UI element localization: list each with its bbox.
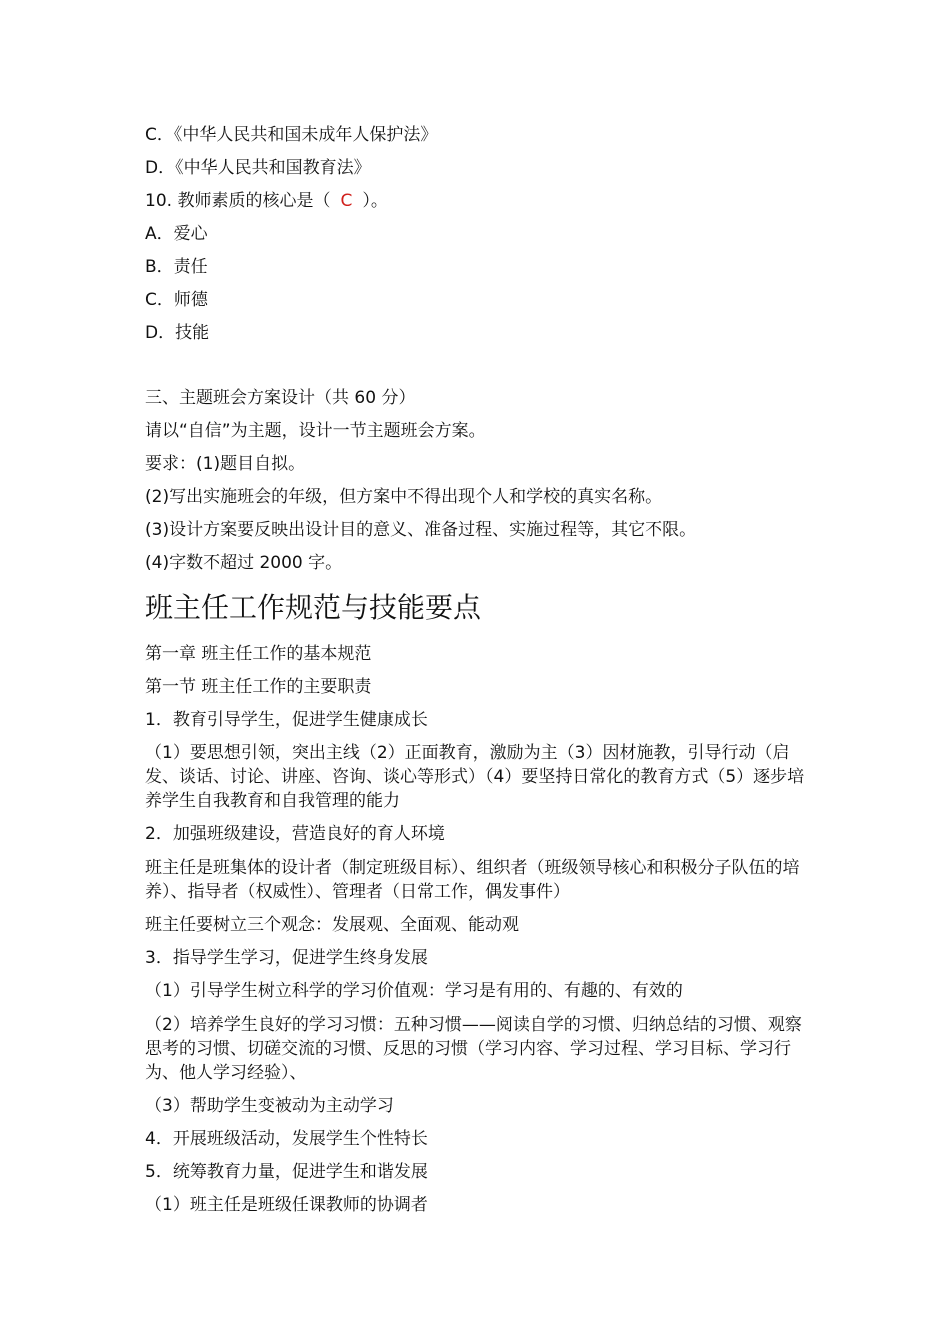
- item-5-heading: 5．统筹教育力量，促进学生和谐发展: [145, 1162, 428, 1182]
- item-2-body: 班主任是班集体的设计者（制定班级目标）、组织者（班级领导核心和积极分子队伍的培养）、指导者（权威性）、管理者（日常工作，偶发事件）: [145, 858, 800, 902]
- section3-prompt: 请以“自信”为主题，设计一节主题班会方案。: [145, 421, 486, 441]
- section3-requirement-3: (3)设计方案要反映出设计目的意义、准备过程、实施过程等，其它不限。: [145, 520, 697, 540]
- item-1-body: （1）要思想引领，突出主线（2）正面教育，激励为主（3）因材施教，引导行动（启发、谈话、讨论、讲座、咨询、谈心等形式）（4）要坚持日常化的教育方式（5）逐步培养学生自我教育和自我管理的能力: [145, 743, 805, 811]
- article-title: 班主任工作规范与技能要点: [145, 591, 482, 624]
- q10-option-d: D．技能: [145, 323, 210, 343]
- chapter-heading: 第一章 班主任工作的基本规范: [145, 644, 372, 664]
- q10-stem: [145, 189, 388, 213]
- q10-stem-before: 10. 教师素质的核心是（: [145, 191, 331, 211]
- q10-stem-after: ）。: [362, 191, 388, 211]
- q9-option-d: D．《中华人民共和国教育法》: [145, 158, 371, 178]
- item-3-point-3: （3）帮助学生变被动为主动学习: [145, 1096, 394, 1116]
- q10-option-a: A．爱心: [145, 224, 208, 244]
- item-3-point-1: （1）引导学生树立科学的学习价值观：学习是有用的、有趣的、有效的: [145, 981, 683, 1001]
- item-2-heading: 2．加强班级建设，营造良好的育人环境: [145, 824, 445, 844]
- item-2-views: 班主任要树立三个观念：发展观、全面观、能动观: [145, 915, 519, 935]
- section3-requirement-4: (4)字数不超过 2000 字。: [145, 553, 343, 573]
- item-1-heading: 1．教育引导学生，促进学生健康成长: [145, 710, 428, 730]
- item-3-point-2: （2）培养学生良好的学习习惯：五种习惯——阅读自学的习惯、归纳总结的习惯、观察思考的习惯、切磋交流的习惯、反思的习惯（学习内容、学习过程、学习目标、学习行为、他人学习经验）、: [145, 1015, 802, 1083]
- q10-option-c: C．师德: [145, 290, 208, 310]
- section3-title: 三、主题班会方案设计（共 60 分）: [145, 388, 416, 408]
- section3-requirement-1: 要求：(1)题目自拟。: [145, 454, 306, 474]
- q9-option-c: C．《中华人民共和国未成年人保护法》: [145, 125, 438, 145]
- item-4-heading: 4．开展班级活动，发展学生个性特长: [145, 1129, 428, 1149]
- item-3-heading: 3．指导学生学习，促进学生终身发展: [145, 948, 428, 968]
- q10-answer: C: [340, 191, 353, 211]
- section-heading: 第一节 班主任工作的主要职责: [145, 677, 372, 697]
- item-5-point-1: （1）班主任是班级任课教师的协调者: [145, 1195, 428, 1215]
- section3-requirement-2: (2)写出实施班会的年级，但方案中不得出现个人和学校的真实名称。: [145, 487, 663, 507]
- q10-option-b: B．责任: [145, 257, 208, 277]
